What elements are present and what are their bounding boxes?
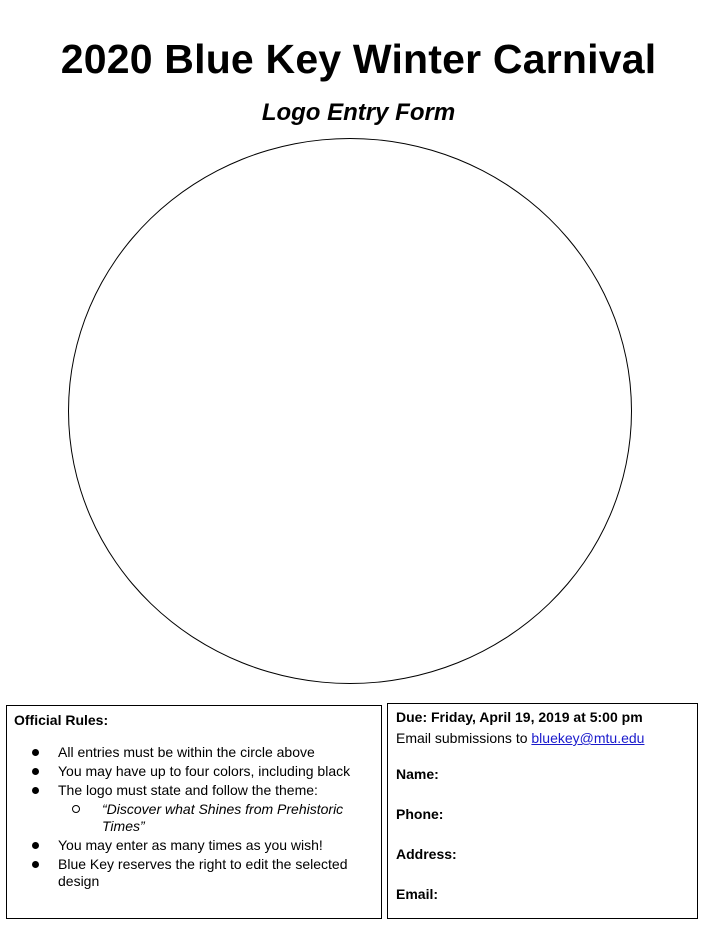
rules-heading: Official Rules: — [14, 712, 109, 728]
phone-field-label: Phone: — [396, 806, 444, 822]
page-subtitle: Logo Entry Form — [261, 99, 456, 126]
rule-theme-quote: “Discover what Shines from Prehistoric Times” — [14, 801, 374, 835]
address-field-label: Address: — [396, 846, 457, 862]
bullet-icon — [32, 768, 39, 775]
page-title: 2020 Blue Key Winter Carnival — [60, 36, 657, 82]
official-rules-box — [6, 705, 382, 919]
bullet-icon — [32, 861, 39, 868]
bullet-icon — [32, 749, 39, 756]
rule-item: You may enter as many times as you wish! — [14, 837, 374, 854]
logo-drawing-circle — [68, 138, 632, 684]
due-date: Due: Friday, April 19, 2019 at 5:00 pm — [396, 709, 643, 725]
rule-item: Blue Key reserves the right to edit the selected design — [14, 856, 374, 890]
email-submission-line — [396, 730, 689, 747]
name-field-label: Name: — [396, 766, 439, 782]
sub-bullet-icon — [72, 805, 80, 813]
rules-list — [14, 744, 374, 890]
entry-info-box — [387, 703, 698, 919]
bullet-icon — [32, 842, 39, 849]
email-prefix: Email submissions to — [396, 730, 528, 746]
email-field-label: Email: — [396, 886, 439, 902]
rule-item: The logo must state and follow the theme: — [14, 782, 374, 799]
rule-item: All entries must be within the circle above — [14, 744, 374, 761]
email-link[interactable]: bluekey@mtu.edu — [531, 730, 645, 746]
bullet-icon — [32, 787, 39, 794]
rule-item: You may have up to four colors, including black — [14, 763, 374, 780]
